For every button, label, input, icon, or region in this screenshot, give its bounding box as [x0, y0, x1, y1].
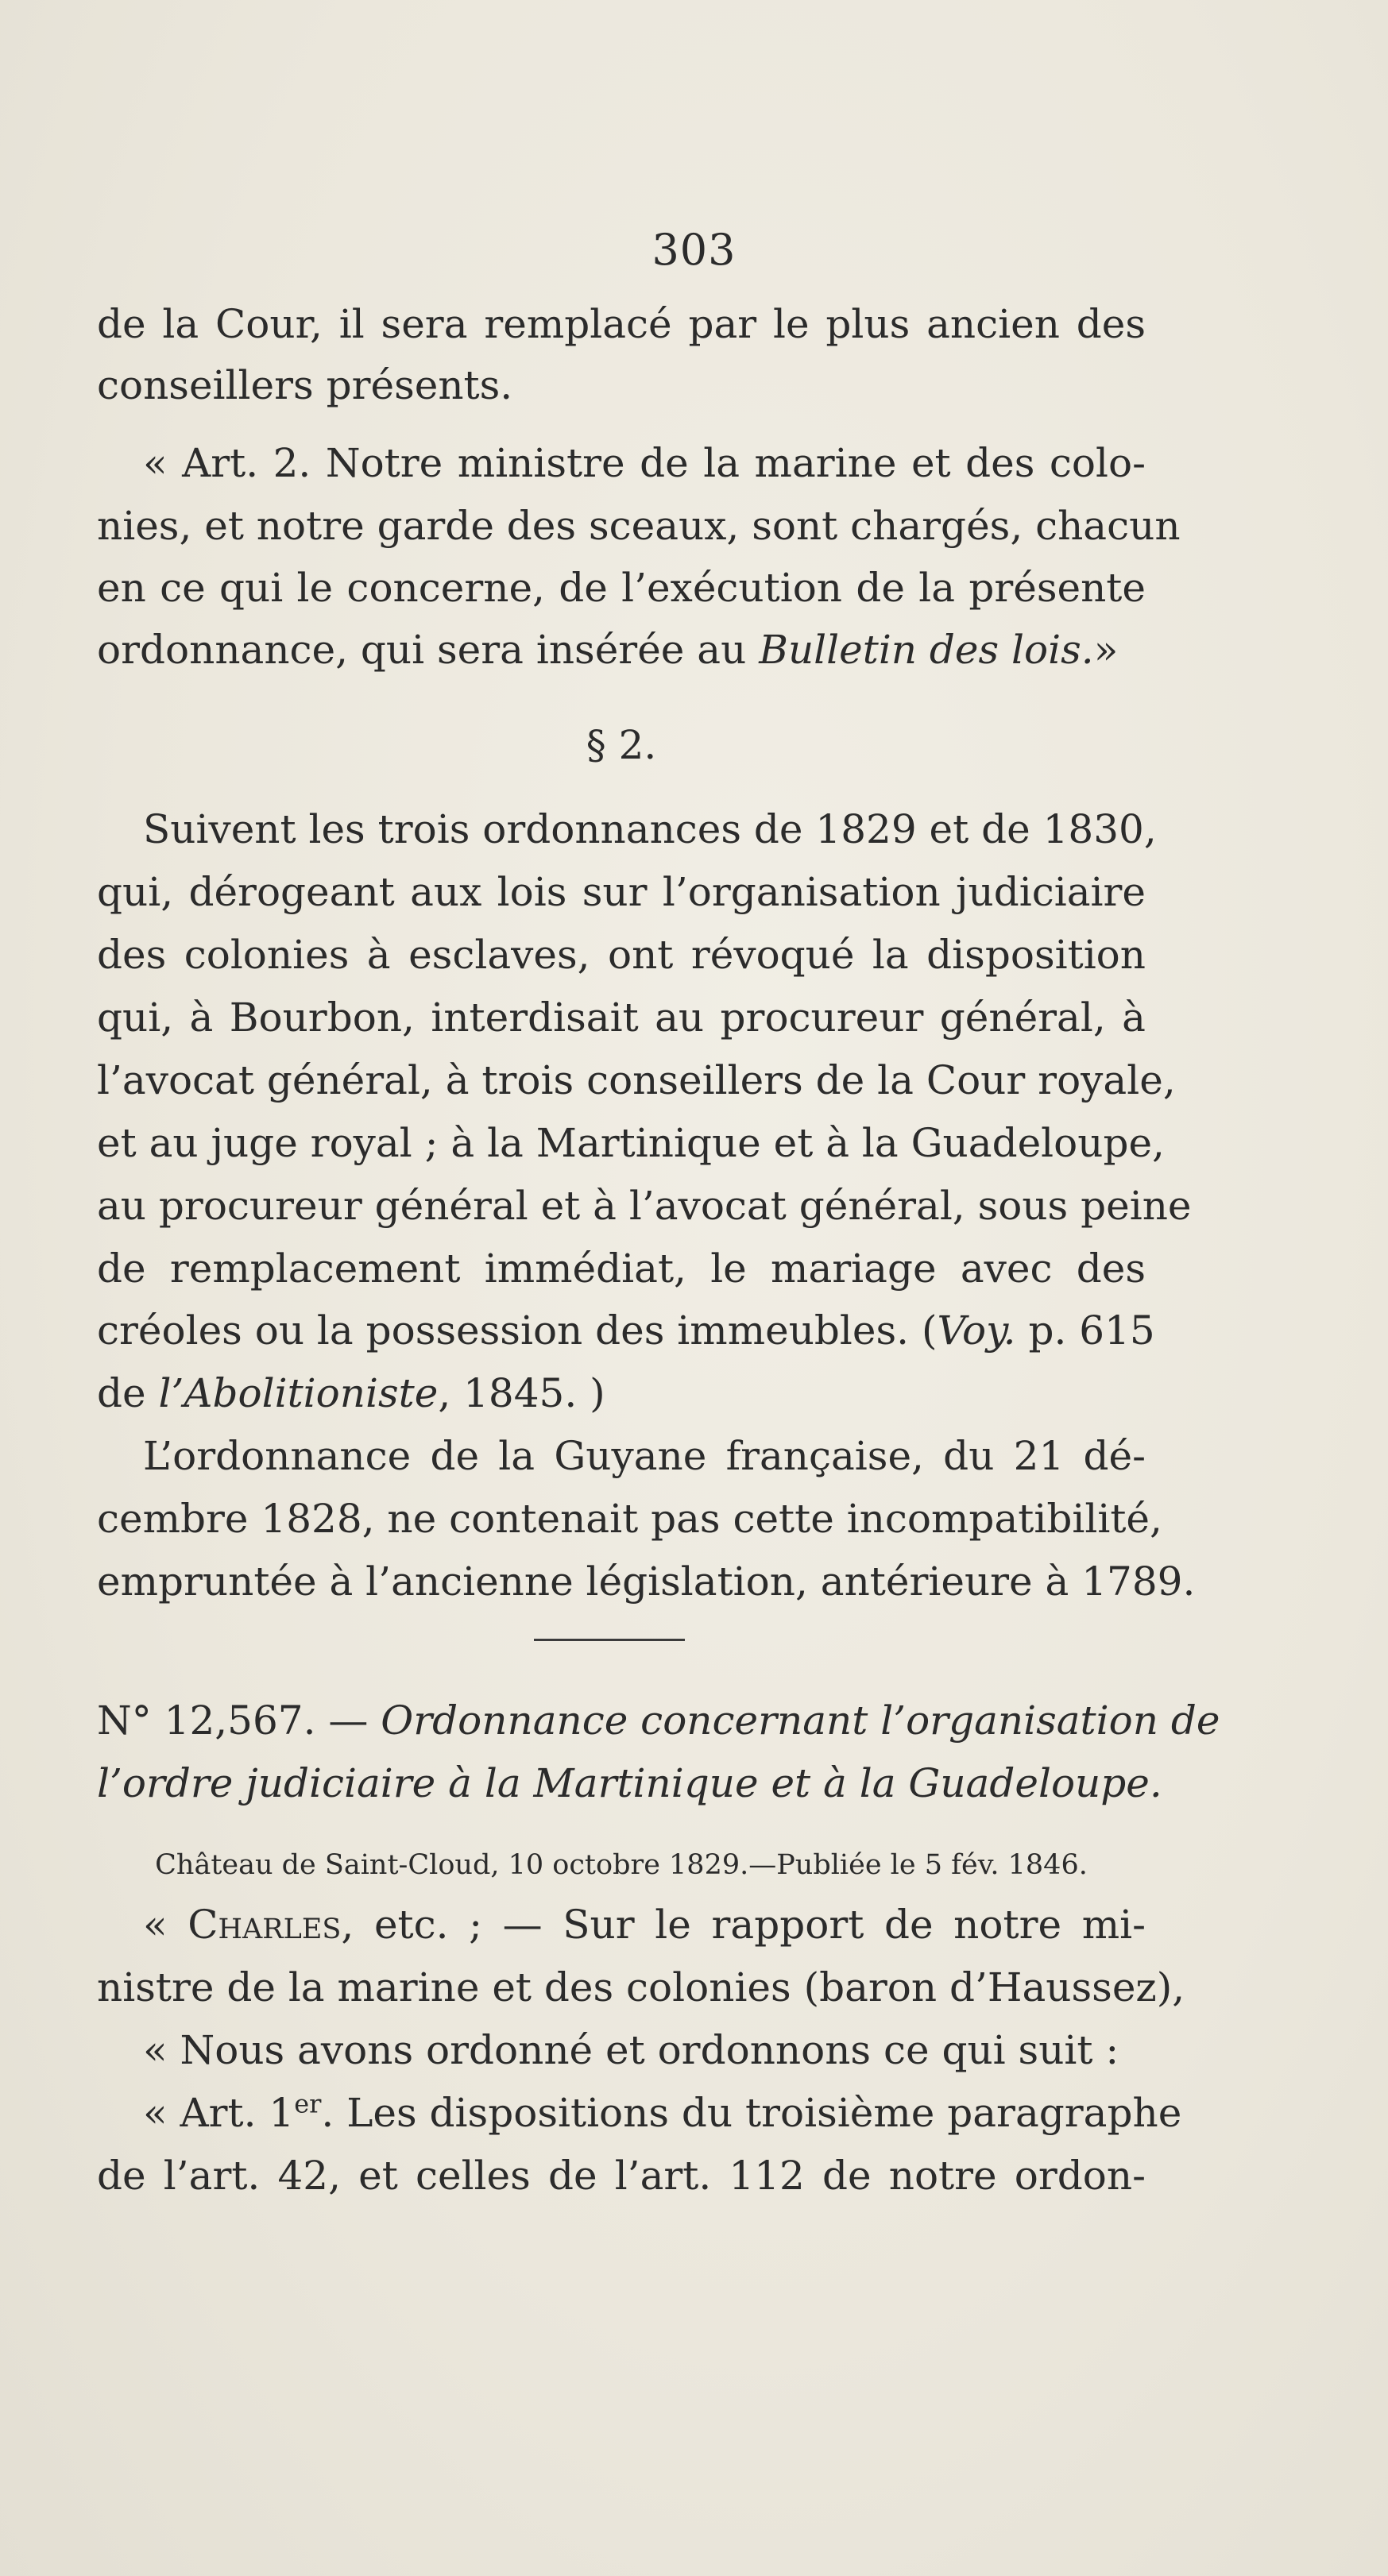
text-line: et au juge royal ; à la Martinique et à la Guadeloupe, — [97, 1120, 1165, 1166]
text-span: , 1845. ) — [438, 1370, 605, 1416]
text-span: « — [143, 1902, 188, 1948]
section-divider — [534, 1639, 685, 1641]
ordinance-heading — [97, 1693, 1220, 1748]
text-line: au procureur général et à l’avocat général, sous peine — [97, 1183, 1192, 1229]
text-line: en ce qui le concerne, de l’exécution de la présente — [97, 565, 1146, 611]
text-line: nistre de la marine et des colonies (baron d’Haussez), — [97, 1964, 1185, 2010]
text-line: cembre 1828, ne contenait pas cette incompatibilité, — [97, 1496, 1162, 1542]
text-span: créoles ou la possession des immeubles. ( — [97, 1307, 938, 1354]
text-line: Suivent les trois ordonnances de 1829 et de 1830, — [143, 806, 1157, 852]
text-span: p. 615 — [1015, 1307, 1155, 1354]
text-line: L’ordonnance de la Guyane française, du 21 dé- — [143, 1433, 1146, 1479]
text-line: de la Cour, il sera remplacé par le plus ancien des — [97, 301, 1146, 347]
text-line: de remplacement immédiat, le mariage avec des — [97, 1246, 1146, 1292]
superscript: er — [294, 2088, 322, 2119]
text-span: ordonnance, qui sera insérée au — [97, 627, 747, 673]
text-span: de — [97, 1370, 159, 1416]
text-line — [97, 622, 1118, 678]
text-span: . Les dispositions du troisième paragraphe — [321, 2090, 1182, 2136]
text-span: « Art. 1 — [143, 2090, 295, 2136]
king-name: Charles — [188, 1902, 342, 1948]
ordinance-number: N° 12,567. — — [97, 1697, 381, 1744]
text-line — [97, 2085, 1182, 2141]
text-line — [97, 1303, 1155, 1358]
text-line: nies, et notre garde des sceaux, sont chargés, chacun — [97, 503, 1181, 549]
text-line: qui, à Bourbon, interdisait au procureur général, à — [97, 994, 1146, 1041]
text-line: conseillers présents. — [97, 362, 513, 408]
closing-quote: » — [1093, 627, 1119, 673]
text-line: qui, dérogeant aux lois sur l’organisation judiciaire — [97, 869, 1146, 915]
italic-title: Bulletin des lois. — [759, 627, 1094, 673]
text-line — [97, 1897, 1146, 1952]
page-number: 303 — [651, 225, 737, 275]
text-line: « Nous avons ordonné et ordonnons ce qui suit : — [143, 2027, 1119, 2073]
text-line: l’avocat général, à trois conseillers de la Cour royale, — [97, 1057, 1176, 1103]
text-line: des colonies à esclaves, ont révoqué la disposition — [97, 932, 1146, 978]
italic-abbrev: Voy. — [937, 1307, 1016, 1354]
text-line — [97, 1365, 605, 1421]
text-line: empruntée à l’ancienne législation, antérieure à 1789. — [97, 1558, 1196, 1605]
text-line: « Art. 2. Notre ministre de la marine et des colo- — [143, 440, 1146, 486]
text-span: , etc. ; — Sur le rapport de notre mi- — [341, 1902, 1146, 1948]
text-line: de l’art. 42, et celles de l’art. 112 de notre ordon- — [97, 2153, 1146, 2199]
ordinance-title: Ordonnance concernant l’organisation de — [381, 1697, 1220, 1744]
ordinance-title-line — [97, 1755, 1162, 1811]
italic-title: l’Abolitioniste — [158, 1370, 439, 1416]
ordinance-title: l’ordre judiciaire à la Martinique et à la Guadeloupe. — [97, 1760, 1162, 1806]
section-heading: § 2. — [586, 722, 657, 768]
dateline: Château de Saint-Cloud, 10 octobre 1829.—Publiée le 5 fév. 1846. — [155, 1849, 1088, 1881]
